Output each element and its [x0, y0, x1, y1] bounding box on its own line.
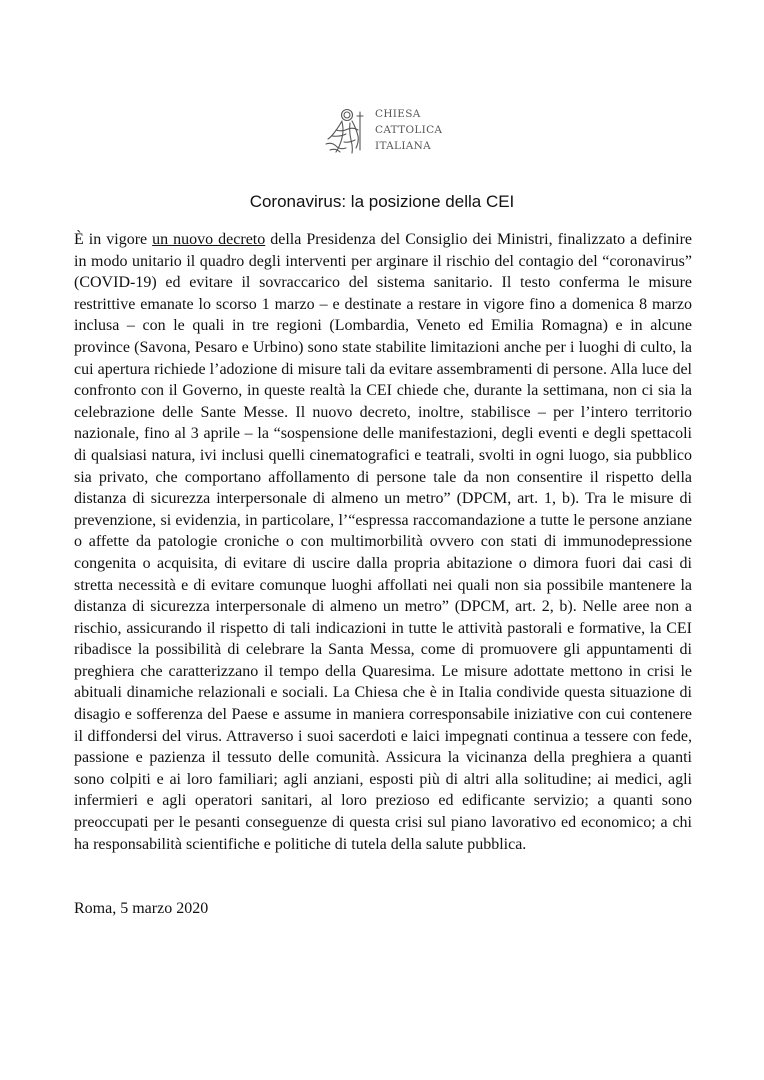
- body-intro: È in vigore: [74, 231, 153, 248]
- logo-line: CATTOLICA: [375, 124, 443, 136]
- logo-line: ITALIANA: [375, 140, 432, 152]
- document-signature: Roma, 5 marzo 2020: [74, 900, 209, 917]
- saint-figure-icon: [322, 106, 366, 156]
- document-title: Coronavirus: la posizione della CEI: [249, 192, 515, 211]
- body-paragraph: della Presidenza del Consiglio dei Ministri, finalizzato a definire in modo unitario il quadro degli interventi per arginare il rischio del contagio del “coronavirus” (COVID-19) ed evitare il sovraccarico del sistema sanitario. Il testo conferma le misure restrittive emanate lo scorso 1 marzo – e destinate a restare in vigore fino a domenica 8 marzo inclusa – con le quali in tre regioni (Lombardia, Veneto ed Emilia Romagna) e in alcune province (Savona, Pesaro e Urbino) sono state stabilite limitazioni anche per i luoghi di culto, la cui apertura richiede l’adozione di misure tali da evitare assembramenti di persone. Alla luce del confronto con il Governo, in queste realtà la CEI chiede che, durante la settimana, non ci sia la celebrazione delle Sante Messe. Il nuovo decreto, inoltre, stabilisce – per l’intero territorio nazionale, fino al 3 aprile – la “sospensione delle manifestazioni, degli eventi e degli spettacoli di qualsiasi natura, ivi inclusi quelli cinematografici e teatrali, svolti in ogni luogo, sia pubblico sia privato, che comportano affollamento di persone tale da non consentire il rispetto della distanza di sicurezza interpersonale di almeno un metro” (DPCM, art. 1, b). Tra le misure di prevenzione, si evidenzia, in particolare, l’“espressa raccomandazione a tutte le persone anziane o affette da patologie croniche o con multimorbilità ovvero con stati di immunodepressione congenita o acquisita, di evitare di uscire dalla propria abitazione o dimora fuori dai casi di stretta necessità e di evitare comunque luoghi affollati nei quali non sia possibile mantenere la distanza di sicurezza interpersonale di almeno un metro” (DPCM, art. 2, b). Nelle aree non a rischio, assicurando il rispetto di tali indicazioni in tutte le attività pastorali e formative, la CEI ribadisce la possibilità di celebrare la Santa Messa, come di promuovere gli appuntamenti di preghiera che caratterizzano il tempo della Quaresima. Le misure adottate mettono in crisi le abituali dinamiche relazionali e sociali. La Chiesa che è in Italia condivide questa situazione di disagio e sofferenza del Paese e assume in maniera corresponsabile iniziative con cui contenere il diffondersi del virus. Attraverso i suoi sacerdoti e laici impegnati continua a tessere con fede, passione e pazienza il tessuto delle comunità. Assicura la vicinanza della preghiera a quanti sono colpiti e ai loro familiari; agli anziani, esposti più di altri alla solitudine; ai medici, agli infermieri e agli operatori sanitari, al loro prezioso ed edificante servizio; a quanti sono preoccupati per le pesanti conseguenze di questa crisi sul piano lavorativo ed economico; a chi ha responsabilità scientifiche e politiche di tutela della salute pubblica.: [74, 231, 693, 853]
- decree-link[interactable]: un nuovo decreto: [152, 231, 266, 248]
- logo-line: CHIESA: [375, 108, 421, 120]
- cei-logo: [322, 104, 482, 160]
- document-body: [74, 229, 692, 855]
- logo-wordmark: [375, 106, 442, 154]
